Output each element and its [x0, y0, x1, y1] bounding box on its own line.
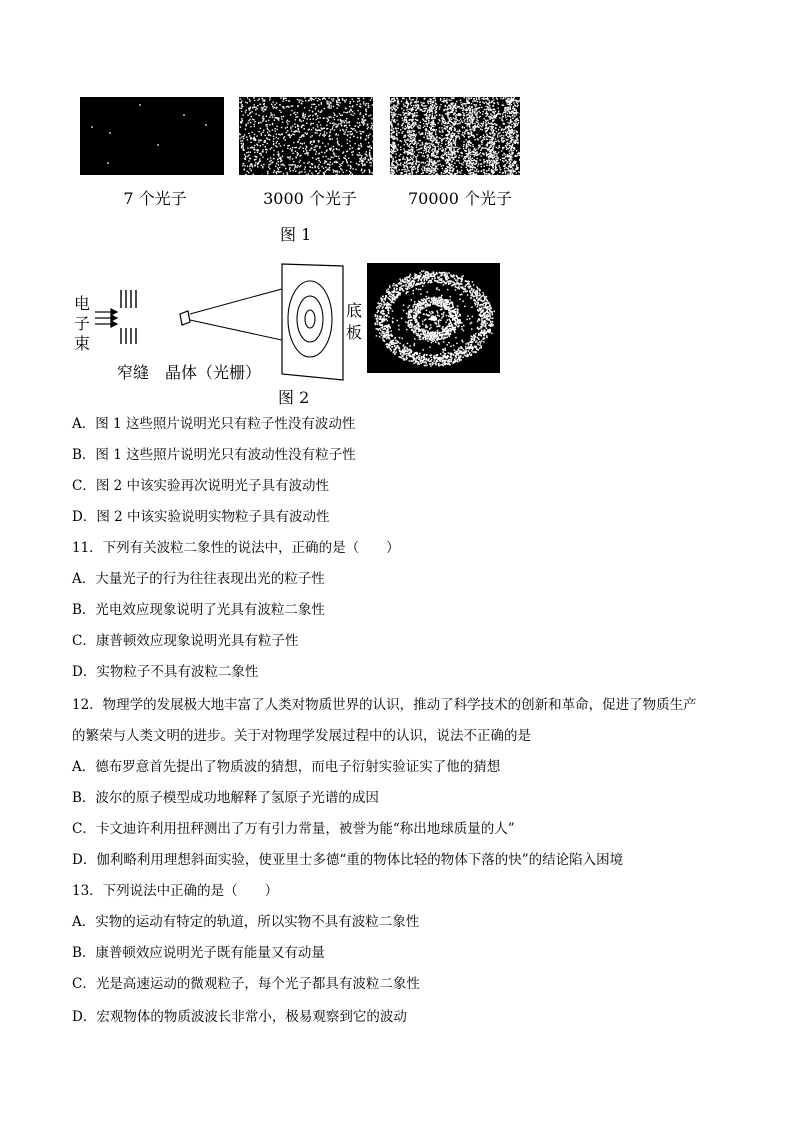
electron-beam-label: 电 子 束 — [74, 294, 91, 353]
q11-option-d: D．实物粒子不具有波粒二象性 — [72, 664, 259, 680]
caption-70000-photons: 70000 个光子 — [408, 189, 512, 208]
q13-option-a: A．实物的运动有特定的轨道，所以实物不具有波粒二象性 — [72, 914, 420, 930]
slit-label: 窄缝 — [117, 363, 150, 382]
crystal-label: 晶体（光栅） — [165, 363, 262, 382]
q12-option-a: A．德布罗意首先提出了物质波的猜想，而电子衍射实验证实了他的猜想 — [72, 759, 501, 775]
photo-3000-photons — [239, 97, 373, 175]
q12-option-c: C．卡文迪许利用扭秤测出了万有引力常量，被誉为能“称出地球质量的人” — [72, 821, 515, 837]
q12-option-d: D．伽利略利用理想斜面实验，使亚里士多德“重的物体比轻的物体下落的快”的结论陷入困境 — [72, 852, 624, 868]
q11-option-c: C．康普顿效应现象说明光具有粒子性 — [72, 633, 299, 649]
q11-option-a: A．大量光子的行为往往表现出光的粒子性 — [72, 571, 325, 587]
photo-70000-photons — [390, 97, 520, 175]
q10-option-b: B．图 1 这些照片说明光只有波动性没有粒子性 — [72, 447, 356, 463]
q13-stem: 13．下列说法中正确的是（ ） — [72, 883, 279, 899]
q13-option-c: C．光是高速运动的微观粒子，每个光子都具有波粒二象性 — [72, 976, 420, 992]
caption-7-photons: 7 个光子 — [123, 189, 187, 208]
q13-option-d: D．宏观物体的物质波波长非常小，极易观察到它的波动 — [72, 1009, 407, 1025]
diffraction-photo — [367, 263, 500, 373]
q11-stem: 11．下列有关波粒二象性的说法中，正确的是（ ） — [72, 540, 400, 556]
q12-option-b: B．波尔的原子模型成功地解释了氢原子光谱的成因 — [72, 790, 379, 806]
q12-stem-line1: 12．物理学的发展极大地丰富了人类对物质世界的认识，推动了科学技术的创新和革命，促进了物质生产 — [72, 697, 697, 713]
figure2-title: 图 2 — [278, 388, 310, 407]
slit-plates-icon — [121, 290, 136, 344]
figure1-title: 图 1 — [280, 225, 312, 244]
q11-option-b: B．光电效应现象说明了光具有波粒二象性 — [72, 602, 325, 618]
caption-3000-photons: 3000 个光子 — [263, 189, 357, 208]
q12-stem-line2: 的繁荣与人类文明的进步。关于对物理学发展过程中的认识，说法不正确的是 — [72, 728, 531, 744]
photo-7-photons — [80, 97, 224, 175]
crystal-icon — [180, 311, 190, 325]
q10-option-a: A．图 1 这些照片说明光只有粒子性没有波动性 — [72, 416, 356, 432]
beam-arrows-icon — [95, 309, 117, 327]
q10-option-d: D．图 2 中该实验说明实物粒子具有波动性 — [72, 509, 330, 525]
q10-option-c: C．图 2 中该实验再次说明光子具有波动性 — [72, 478, 330, 494]
plate-label: 底 板 — [346, 301, 363, 342]
q13-option-b: B．康普顿效应说明光子既有能量又有动量 — [72, 945, 325, 961]
